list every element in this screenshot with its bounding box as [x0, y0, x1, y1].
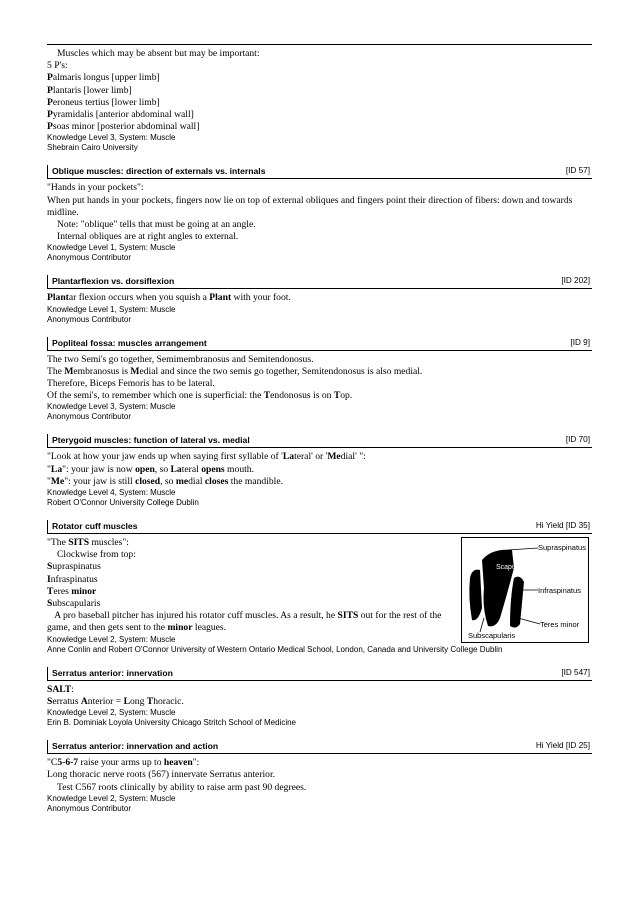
text-line: Plantar flexion occurs when you squish a Plant with your foot. [47, 292, 291, 304]
entry-id: Hi Yield [ID 35] [535, 521, 590, 531]
entry-id: [ID 547] [561, 667, 590, 677]
entry-id: [ID 9] [570, 337, 590, 347]
entry-header-plantarflexion [47, 275, 592, 289]
text-line: Therefore, Biceps Femoris has to be lateral. [47, 378, 215, 390]
text-line: Subscapularis [47, 598, 101, 610]
text-line: When put hands in your pockets, fingers now lie on top of external obliques and fingers point their direction of fibers: down and towards midline. [47, 194, 573, 218]
contributor: Shebrain Cairo University [47, 143, 138, 153]
entry-header-serratus-action [47, 740, 592, 754]
text-line: "C5-6-7 raise your arms up to heaven": [47, 757, 200, 769]
text-line: SALT: [47, 683, 74, 695]
text-line: Palmaris longus [upper limb] [47, 72, 160, 84]
text-line: A pro baseball pitcher has injured his rotator cuff muscles. As a result, he SITS out for the rest of the game, and then gets sent to the minor leagues. [47, 610, 442, 634]
document-page [47, 44, 592, 814]
entry-header-popliteal [47, 337, 592, 351]
text-line: Clockwise from top: [57, 549, 136, 561]
knowledge-level: Knowledge Level 3, System: Muscle [47, 402, 176, 412]
text-line: Long thoracic nerve roots (567) innervate Serratus anterior. [47, 769, 276, 781]
entry-id: [ID 57] [565, 166, 590, 176]
text-line: Of the semi's, to remember which one is superficial: the Tendonosus is on Top. [47, 390, 353, 402]
knowledge-level: Knowledge Level 1, System: Muscle [47, 304, 176, 314]
contributor: Anonymous Contributor [47, 253, 132, 263]
contributor: Anonymous Contributor [47, 412, 132, 422]
entry-header-rotator-cuff [47, 520, 592, 534]
entry-id: [ID 70] [565, 435, 590, 445]
text-line: Peroneus tertius [lower limb] [47, 96, 160, 108]
entry-title: Pterygoid muscles: function of lateral vs. medial [52, 435, 250, 446]
rotator-cuff-figure [461, 537, 589, 643]
text-line: "Look at how your jaw ends up when saying first syllable of 'Lateral' or 'Medial' ": [47, 451, 366, 463]
text-line: 5 P's: [47, 60, 68, 72]
figure-label: Subscapularis [468, 631, 516, 641]
contributor: Erin B. Dominiak Loyola University Chicago Stritch School of Medicine [47, 718, 296, 728]
knowledge-level: Knowledge Level 3, System: Muscle [47, 133, 176, 143]
entry-title: Serratus anterior: innervation and action [52, 741, 219, 752]
text-rest: soas minor [posterior abdominal wall] [52, 121, 200, 133]
text-line: Serratus Anterior = Long Thoracic. [47, 695, 184, 707]
text-line: "La": your jaw is now open, so Lateral opens mouth. [47, 463, 254, 475]
text-line: The two Semi's go together, Semimembranosus and Semitendonosus. [47, 353, 314, 365]
text-rest: eroneus tertius [lower limb] [52, 96, 160, 108]
figure-label: Scapula [496, 564, 522, 572]
text-line: Supraspinatus [47, 561, 101, 573]
text-line: Muscles which may be absent but may be important: [57, 48, 260, 59]
contributor: Anonymous Contributor [47, 803, 132, 813]
text-line: Plantaris [lower limb] [47, 84, 132, 96]
figure-label: Teres minor [540, 620, 580, 630]
text-line: Note: "oblique" tells that must be going at an angle. [57, 219, 256, 231]
text-rest: yramidalis [anterior abdominal wall] [52, 109, 194, 121]
text-line: Pyramidalis [anterior abdominal wall] [47, 109, 194, 121]
knowledge-level: Knowledge Level 2, System: Muscle [47, 634, 176, 644]
entry-header-serratus-innervation [47, 667, 592, 681]
contributor: Anne Conlin and Robert O'Connor University of Western Ontario Medical School, London, Canada and University College Dublin [47, 644, 503, 654]
top-block [47, 48, 592, 153]
text-line: Psoas minor [posterior abdominal wall] [47, 121, 200, 133]
entry-id: Hi Yield [ID 25] [535, 741, 590, 751]
text-line: Teres minor [47, 585, 97, 597]
knowledge-level: Knowledge Level 1, System: Muscle [47, 243, 176, 253]
text-line: The Membranosus is Medial and since the two semis go together, Semitendonosus is also medial. [47, 365, 423, 377]
knowledge-level: Knowledge Level 4, System: Muscle [47, 488, 176, 498]
contributor: Anonymous Contributor [47, 314, 132, 324]
text-line: "The SITS muscles": [47, 537, 129, 549]
entry-id: [ID 202] [561, 276, 590, 286]
text-rest: almaris longus [upper limb] [52, 72, 160, 84]
figure-label: Supraspinatus [538, 543, 586, 553]
entry-header-oblique [47, 165, 592, 179]
text-line: Internal obliques are at right angles to external. [57, 231, 239, 243]
text-line: Infraspinatus [47, 573, 98, 585]
text-rest: lantaris [lower limb] [52, 84, 132, 96]
entry-title: Rotator cuff muscles [52, 521, 138, 532]
entry-header-pterygoid [47, 434, 592, 448]
contributor: Robert O'Connor University College Dublin [47, 498, 199, 508]
entry-title: Serratus anterior: innervation [52, 667, 173, 678]
rotator-cuff-text [47, 537, 462, 635]
top-rule [47, 44, 592, 45]
knowledge-level: Knowledge Level 2, System: Muscle [47, 708, 176, 718]
entry-title: Plantarflexion vs. dorsiflexion [52, 276, 175, 287]
text-line: "Me": your jaw is still closed, so medial closes the mandible. [47, 475, 283, 487]
knowledge-level: Knowledge Level 2, System: Muscle [47, 793, 176, 803]
rotator-cuff-illustration [462, 538, 588, 642]
entry-title: Oblique muscles: direction of externals vs. internals [52, 166, 266, 177]
entry-title: Popliteal fossa: muscles arrangement [52, 337, 207, 348]
text-line: Test C567 roots clinically by ability to raise arm past 90 degrees. [57, 781, 307, 793]
figure-label: Infraspinatus [538, 586, 581, 596]
text-line: "Hands in your pockets": [47, 182, 144, 194]
